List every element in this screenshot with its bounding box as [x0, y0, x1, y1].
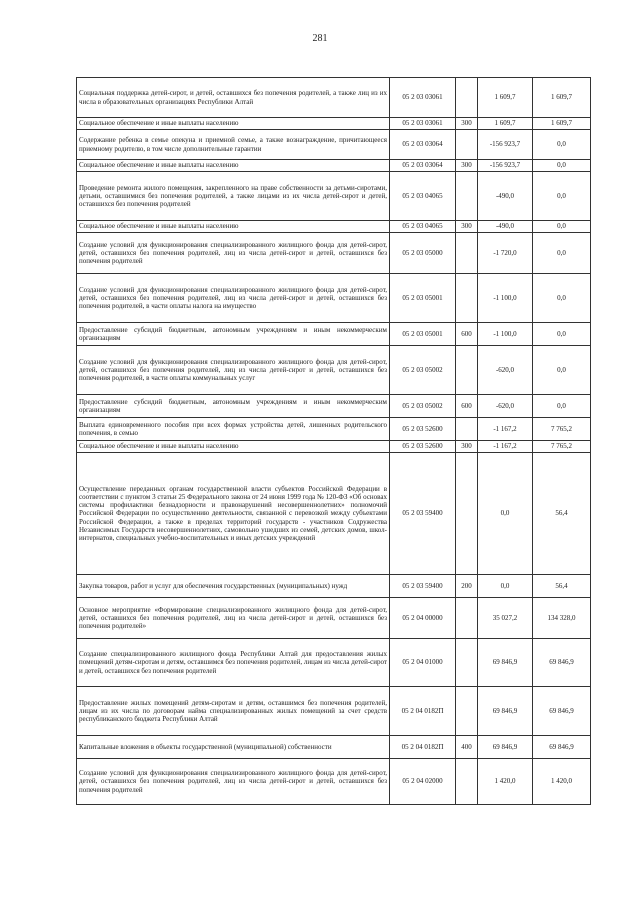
row-description: Содержание ребенка в семье опекуна и приемной семье, а также вознаграждение, причитающееся приемному родителю, в том числе дополнительные гарантии — [77, 130, 390, 160]
row-amount-second: 56,4 — [533, 575, 591, 598]
table-row — [77, 221, 591, 233]
table-row — [77, 453, 591, 575]
row-expense-type: 300 — [456, 221, 478, 233]
row-description: Создание специализированного жилищного фонда Республики Алтай для предоставления жилых помещений детям-сиротам и детям, оставшимся без попечения родителей, лицам из числа детей-сирот и детей, оставшихся без попечения родителей — [77, 639, 390, 687]
row-amount-first: -1 167,2 — [478, 441, 533, 453]
row-description: Предоставление субсидий бюджетным, автономным учреждениям и иным некоммерческим организациям — [77, 323, 390, 346]
row-target-code: 05 2 03 59400 — [390, 453, 456, 575]
row-target-code: 05 2 03 03061 — [390, 118, 456, 130]
row-amount-first: 69 846,9 — [478, 736, 533, 759]
row-description: Основное мероприятие «Формирование специализированного жилищного фонда для детей-сирот, детей, оставшихся без попечения родителей, лиц из числа детей-сирот и детей, оставшихся без попечения родителей» — [77, 598, 390, 639]
row-amount-second: 0,0 — [533, 172, 591, 221]
table-row — [77, 687, 591, 736]
row-amount-second: 1 420,0 — [533, 759, 591, 805]
row-target-code: 05 2 03 59400 — [390, 575, 456, 598]
row-expense-type: 300 — [456, 160, 478, 172]
row-description: Проведение ремонта жилого помещения, закрепленного на праве собственности за детьми-сиротами, детьми, оставшимися без попечения родителей, а также лицами из их числа детей-сирот и детей, оставшихся без попечения родителей — [77, 172, 390, 221]
row-expense-type: 300 — [456, 118, 478, 130]
row-target-code: 05 2 03 03061 — [390, 78, 456, 118]
row-amount-first: -620,0 — [478, 346, 533, 395]
row-expense-type — [456, 274, 478, 323]
row-amount-first: -1 100,0 — [478, 323, 533, 346]
row-expense-type — [456, 78, 478, 118]
row-target-code: 05 2 03 03064 — [390, 160, 456, 172]
row-amount-second: 69 846,9 — [533, 639, 591, 687]
row-amount-second: 0,0 — [533, 323, 591, 346]
row-description: Предоставление жилых помещений детям-сиротам и детям, оставшимся без попечения родителей, лицам из их числа по договорам найма специализированных жилых помещений за счет средств республиканского бюджета Республики Алтай — [77, 687, 390, 736]
row-amount-first: -1 167,2 — [478, 418, 533, 441]
row-expense-type — [456, 233, 478, 274]
row-amount-first: 0,0 — [478, 575, 533, 598]
row-target-code: 05 2 03 05001 — [390, 323, 456, 346]
row-target-code: 05 2 03 05001 — [390, 274, 456, 323]
row-description: Создание условий для функционирования специализированного жилищного фонда для детей-сирот, детей, оставшихся без попечения родителей, лиц из числа детей-сирот и детей, оставшихся без попечения родителей, в части оплаты налога на имущество — [77, 274, 390, 323]
row-description: Осуществление переданных органам государственной власти субъектов Российской Федерации в соответствии с пунктом 3 статьи 25 Федерального закона от 24 июня 1999 года № 120-ФЗ «Об основах системы профилактики безнадзорности и правонарушений несовершеннолетних» полномочий Российской Федерации по осуществлению деятельности, связанной с перевозкой между субъектами Российской Федерации, а также в пределах территорий государств - участников Содружества Независимых Государств несовершеннолетних, самовольно ушедших из семей, детских домов, школ-интернатов, специальных учебно-воспитательных и иных детских учреждений — [77, 453, 390, 575]
table-row — [77, 736, 591, 759]
table-row — [77, 130, 591, 160]
row-amount-first: 35 027,2 — [478, 598, 533, 639]
row-amount-second: 0,0 — [533, 395, 591, 418]
row-target-code: 05 2 04 0182П — [390, 736, 456, 759]
row-amount-second: 134 328,0 — [533, 598, 591, 639]
row-amount-first: -620,0 — [478, 395, 533, 418]
row-amount-second: 7 765,2 — [533, 418, 591, 441]
row-description: Выплата единовременного пособия при всех формах устройства детей, лишенных родительского попечения, в семью — [77, 418, 390, 441]
row-amount-first: -156 923,7 — [478, 160, 533, 172]
table-row — [77, 639, 591, 687]
row-target-code: 05 2 03 04065 — [390, 172, 456, 221]
row-expense-type — [456, 453, 478, 575]
row-amount-second: 56,4 — [533, 453, 591, 575]
row-expense-type — [456, 759, 478, 805]
row-amount-first: 69 846,9 — [478, 687, 533, 736]
row-expense-type: 600 — [456, 323, 478, 346]
row-expense-type — [456, 346, 478, 395]
table-row — [77, 575, 591, 598]
row-expense-type — [456, 598, 478, 639]
row-amount-second: 0,0 — [533, 274, 591, 323]
row-amount-second: 0,0 — [533, 130, 591, 160]
row-target-code: 05 2 04 02000 — [390, 759, 456, 805]
table-row — [77, 274, 591, 323]
row-expense-type — [456, 172, 478, 221]
row-expense-type: 200 — [456, 575, 478, 598]
row-description: Закупка товаров, работ и услуг для обеспечения государственных (муниципальных) нужд — [77, 575, 390, 598]
row-expense-type: 400 — [456, 736, 478, 759]
table-row — [77, 598, 591, 639]
row-amount-second: 7 765,2 — [533, 441, 591, 453]
row-target-code: 05 2 03 04065 — [390, 221, 456, 233]
row-description: Создание условий для функционирования специализированного жилищного фонда для детей-сирот, детей, оставшихся без попечения родителей, лиц из числа детей-сирот и детей, оставшихся без попечения родителей, в части оплаты коммунальных услуг — [77, 346, 390, 395]
row-amount-first: -490,0 — [478, 172, 533, 221]
table-row — [77, 233, 591, 274]
row-description: Предоставление субсидий бюджетным, автономным учреждениям и иным некоммерческим организациям — [77, 395, 390, 418]
row-expense-type — [456, 639, 478, 687]
row-amount-first: -1 720,0 — [478, 233, 533, 274]
row-target-code: 05 2 03 05002 — [390, 346, 456, 395]
row-description: Социальное обеспечение и иные выплаты населению — [77, 441, 390, 453]
table-row — [77, 418, 591, 441]
row-description: Социальное обеспечение и иные выплаты населению — [77, 221, 390, 233]
table-row — [77, 160, 591, 172]
row-amount-first: 0,0 — [478, 453, 533, 575]
row-target-code: 05 2 03 52600 — [390, 418, 456, 441]
row-description: Создание условий для функционирования специализированного жилищного фонда для детей-сирот, детей, оставшихся без попечения родителей, лиц из числа детей-сирот и детей, оставшихся без попечения родителей — [77, 233, 390, 274]
row-description: Капитальные вложения в объекты государственной (муниципальной) собственности — [77, 736, 390, 759]
table-row — [77, 346, 591, 395]
budget-table — [76, 77, 591, 805]
row-target-code: 05 2 04 01000 — [390, 639, 456, 687]
row-target-code: 05 2 04 0182П — [390, 687, 456, 736]
row-expense-type: 600 — [456, 395, 478, 418]
row-description: Социальное обеспечение и иные выплаты населению — [77, 118, 390, 130]
row-amount-first: -490,0 — [478, 221, 533, 233]
row-amount-first: 1 609,7 — [478, 78, 533, 118]
row-amount-first: 69 846,9 — [478, 639, 533, 687]
row-amount-second: 69 846,9 — [533, 736, 591, 759]
row-expense-type — [456, 418, 478, 441]
table-row — [77, 323, 591, 346]
table-row — [77, 759, 591, 805]
row-target-code: 05 2 03 52600 — [390, 441, 456, 453]
row-amount-second: 69 846,9 — [533, 687, 591, 736]
row-amount-second: 0,0 — [533, 233, 591, 274]
table-row — [77, 78, 591, 118]
row-description: Создание условий для функционирования специализированного жилищного фонда для детей-сирот, детей, оставшихся без попечения родителей, лиц из числа детей-сирот и детей, оставшихся без попечения родителей — [77, 759, 390, 805]
row-expense-type: 300 — [456, 441, 478, 453]
row-description: Социальная поддержка детей-сирот, и детей, оставшихся без попечения родителей, а также лиц из их числа в образовательных организациях Республики Алтай — [77, 78, 390, 118]
table-row — [77, 172, 591, 221]
row-target-code: 05 2 03 05000 — [390, 233, 456, 274]
table-row — [77, 395, 591, 418]
page-number: 281 — [312, 33, 328, 44]
row-amount-first: 1 609,7 — [478, 118, 533, 130]
row-target-code: 05 2 04 00000 — [390, 598, 456, 639]
row-amount-first: 1 420,0 — [478, 759, 533, 805]
row-amount-first: -156 923,7 — [478, 130, 533, 160]
row-expense-type — [456, 687, 478, 736]
row-amount-second: 1 609,7 — [533, 78, 591, 118]
row-target-code: 05 2 03 03064 — [390, 130, 456, 160]
row-amount-first: -1 100,0 — [478, 274, 533, 323]
budget-table-body — [77, 78, 591, 805]
row-expense-type — [456, 130, 478, 160]
row-amount-second: 0,0 — [533, 221, 591, 233]
table-row — [77, 441, 591, 453]
row-amount-second: 0,0 — [533, 346, 591, 395]
table-row — [77, 118, 591, 130]
row-description: Социальное обеспечение и иные выплаты населению — [77, 160, 390, 172]
row-target-code: 05 2 03 05002 — [390, 395, 456, 418]
row-amount-second: 0,0 — [533, 160, 591, 172]
row-amount-second: 1 609,7 — [533, 118, 591, 130]
